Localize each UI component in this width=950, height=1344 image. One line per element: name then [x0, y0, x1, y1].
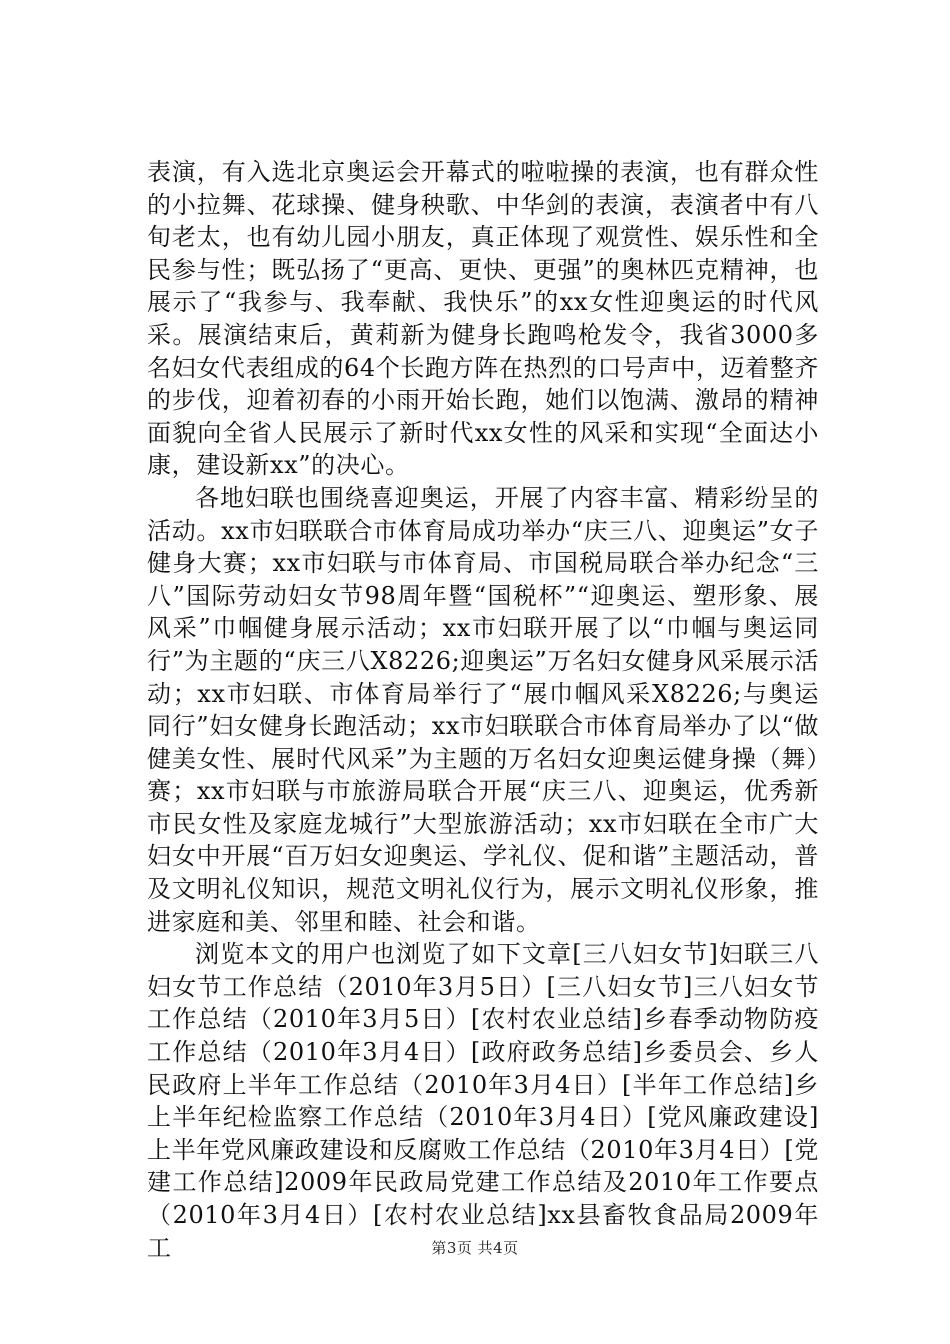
- paragraph-local-activities: 各地妇联也围绕喜迎奥运，开展了内容丰富、精彩纷呈的活动。xx市妇联联合市体育局成功举办“庆三八、迎奥运”女子健身大赛；xx市妇联与市体育局、市国税局联合举办纪念“三八”国际劳动妇女节98周年暨“国税杯”“迎奥运、塑形象、展风采”巾帼健身展示活动；xx市妇联开展了以“巾帼与奥运同行”为主题的“庆三八X8226;迎奥运”万名妇女健身风采展示活动；xx市妇联、市体育局举行了“展巾帼风采X8226;与奥运同行”妇女健身长跑活动；xx市妇联联合市体育局举办了以“做健美女性、展时代风采”为主题的万名妇女迎奥运健身操（舞）赛；xx市妇联与市旅游局联合开展“庆三八、迎奥运，优秀新市民女性及家庭龙城行”大型旅游活动；xx市妇联在全市广大妇女中开展“百万妇女迎奥运、学礼仪、促和谐”主题活动，普及文明礼仪知识，规范文明礼仪行为，展示文明礼仪形象，推进家庭和美、邻里和睦、社会和谐。: [147, 483, 819, 936]
- document-body: [147, 156, 819, 1264]
- paragraph-performance: 表演，有入选北京奥运会开幕式的啦啦操的表演，也有群众性的小拉舞、花球操、健身秧歌、中华剑的表演，表演者中有八旬老太，也有幼儿园小朋友，真正体现了观赏性、娱乐性和全民参与性；既弘扬了“更高、更快、更强”的奥林匹克精神，也展示了“我参与、我奉献、我快乐”的xx女性迎奥运的时代风采。展演结束后，黄莉新为健身长跑鸣枪发令，我省3000多名妇女代表组成的64个长跑方阵在热烈的口号声中，迈着整齐的步伐，迎着初春的小雨开始长跑，她们以饱满、激昂的精神面貌向全省人民展示了新时代xx女性的风采和实现“全面达小康，建设新xx”的决心。: [147, 158, 819, 480]
- page-number-footer: 第3页 共4页: [431, 1239, 519, 1257]
- paragraph-related-articles: 浏览本文的用户也浏览了如下文章[三八妇女节]妇联三八妇女节工作总结（2010年3月5日）[三八妇女节]三八妇女节工作总结（2010年3月5日）[农村农业总结]乡春季动物防疫工作总结（2010年3月4日）[政府政务总结]乡委员会、乡人民政府上半年工作总结（2010年3月4日）[半年工作总结]乡上半年纪检监察工作总结（2010年3月4日）[党风廉政建设]上半年党风廉政建设和反腐败工作总结（2010年3月4日）[党建工作总结]2009年民政局党建工作总结及2010年工作要点（2010年3月4日）[农村农业总结]xx县畜牧食品局2009年工: [147, 940, 819, 1262]
